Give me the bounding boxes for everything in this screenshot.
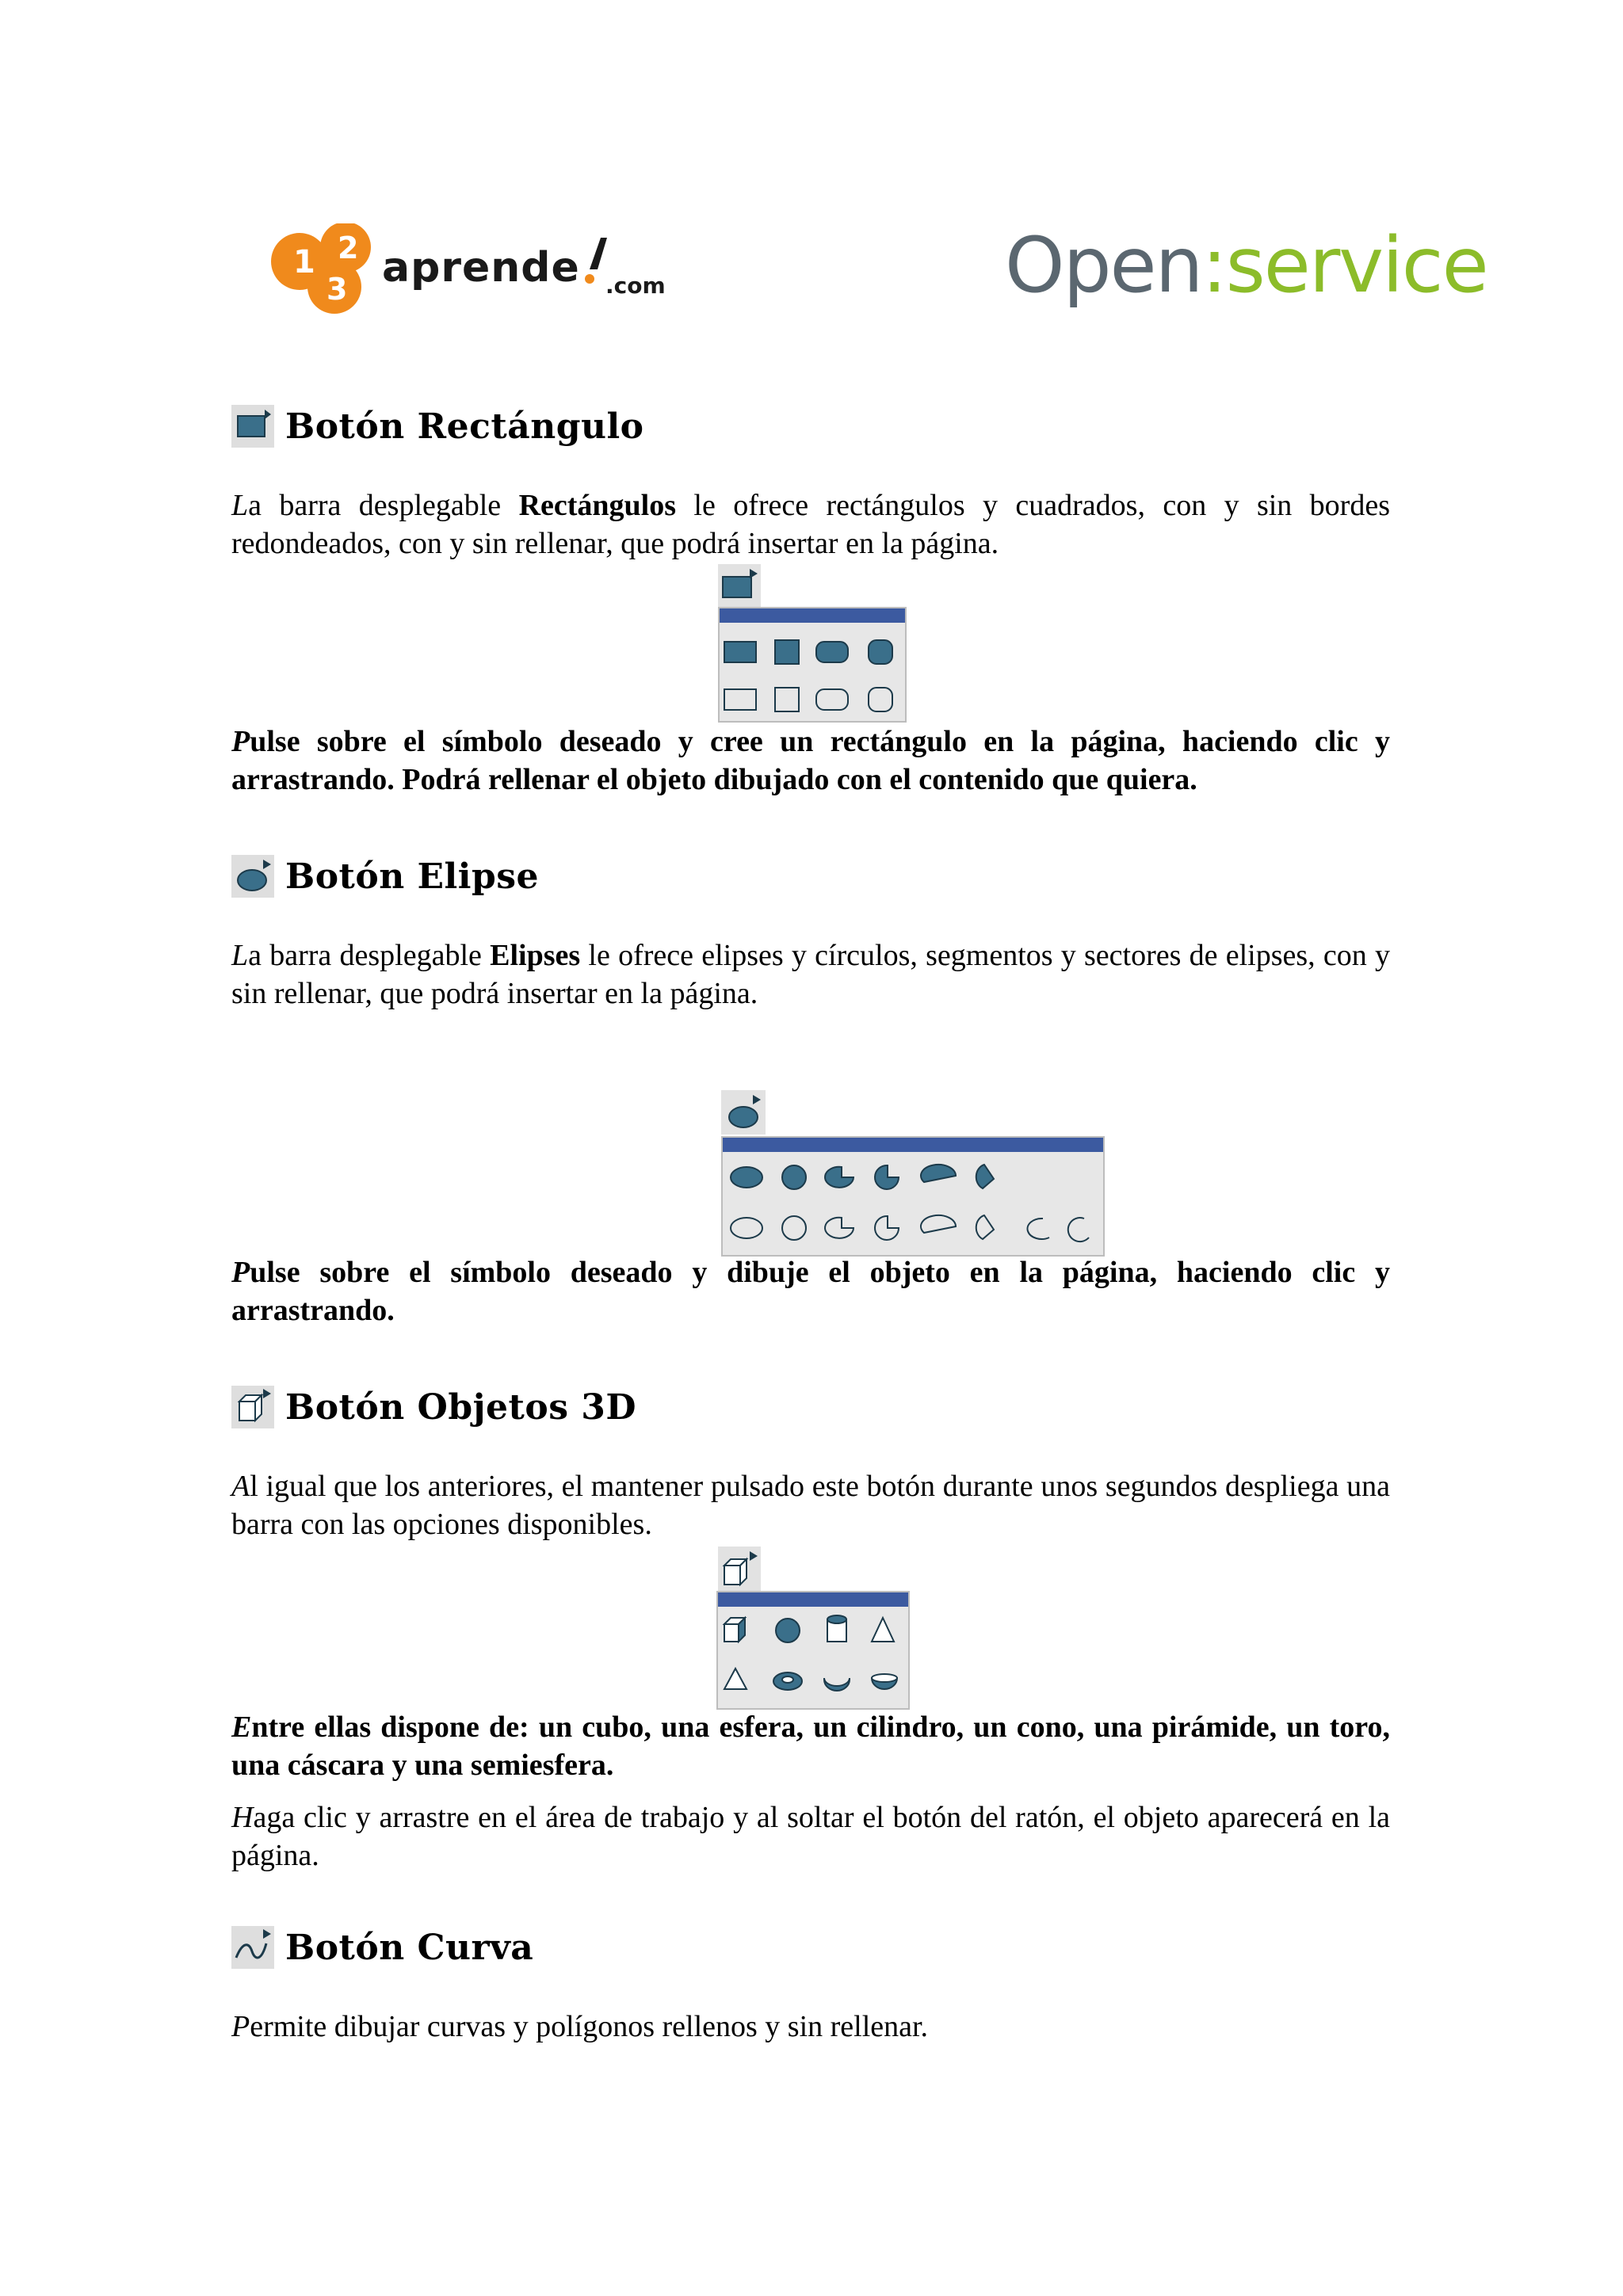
aprende-logo [269, 223, 682, 318]
cube-icon [724, 1618, 745, 1642]
3d-shape-options[interactable] [718, 1607, 908, 1708]
shell-icon [824, 1678, 850, 1691]
filled-rectangle-icon [724, 642, 756, 662]
ellipse-toolbar-button-icon[interactable] [721, 1090, 766, 1135]
rectangle-tool-icon [231, 405, 274, 448]
3d-extra: Haga clic y arrastre en el área de trabajo y al soltar el botón del ratón, el objeto aparecerá en la página. [231, 1801, 1390, 1872]
ellipse-instruction: Pulse sobre el símbolo deseado y dibuje el objeto en la página, haciendo clic y arrastrando. [231, 1256, 1390, 1327]
square-outline-icon [775, 688, 799, 711]
section-heading-rectangle [231, 402, 644, 450]
rectangle-intro: La barra desplegable Rectángulos le ofrece rectángulos y cuadrados, con y sin bordes redondeados, con y sin rellenar, que podrá insertar en la página. [231, 489, 1390, 560]
rectangle-instruction: Pulse sobre el símbolo deseado y cree un rectángulo en la página, haciendo clic y arrastrando. Podrá rellenar el objeto dibujado con el contenido que quiera. [231, 725, 1390, 796]
filled-circle-segment-icon [976, 1165, 994, 1188]
aprende-com: .com [605, 273, 666, 299]
badge-digit-3: 3 [327, 272, 348, 307]
curve-intro: Permite dibujar curvas y polígonos rellenos y sin rellenar. [231, 2010, 929, 2043]
cone-icon [872, 1618, 894, 1642]
section-heading-curve [231, 1924, 533, 1971]
logo-service-text: service [1225, 221, 1487, 310]
ellipse-outline-icon [731, 1218, 762, 1238]
section-title: Botón Objetos 3D [285, 1386, 637, 1428]
filled-rounded-square-icon [869, 640, 892, 664]
ellipse-segment-outline-icon [921, 1215, 956, 1233]
pyramid-icon [724, 1669, 747, 1689]
curve-tool-icon [231, 1926, 274, 1969]
circle-sector-outline-icon [875, 1216, 899, 1240]
filled-ellipse-sector-icon [825, 1167, 854, 1188]
openservice-logo [1005, 221, 1487, 310]
logo-open-text: Open [1005, 221, 1202, 310]
filled-rounded-rectangle-icon [816, 642, 848, 662]
ellipse-toolbar[interactable] [721, 1136, 1105, 1257]
filled-circle-sector-icon [875, 1165, 899, 1189]
badge-digit-2: 2 [338, 231, 359, 265]
section-title: Botón Rectángulo [285, 406, 644, 447]
rounded-rectangle-outline-icon [816, 689, 848, 710]
ellipse-sector-outline-icon [825, 1218, 854, 1238]
torus-icon [773, 1672, 802, 1690]
filled-square-icon [775, 640, 799, 664]
ellipse-tool-icon [231, 855, 274, 898]
circle-outline-icon [782, 1216, 806, 1240]
section-heading-ellipse [231, 852, 539, 900]
logo-colon: : [1201, 221, 1226, 310]
3d-toolbar-button-icon[interactable] [718, 1547, 761, 1591]
circle-arc-icon [1068, 1218, 1089, 1241]
rectangle-toolbar-button-icon[interactable] [718, 564, 761, 607]
filled-ellipse-icon [731, 1167, 762, 1188]
filled-ellipse-segment-icon [921, 1165, 956, 1182]
badge-digit-1: 1 [293, 244, 315, 280]
circle-segment-outline-icon [976, 1215, 994, 1239]
rectangle-outline-icon [724, 689, 756, 710]
aprende-wordmark: aprende [382, 244, 580, 292]
rectangle-toolbar[interactable] [718, 607, 907, 723]
3d-instruction: Entre ellas dispone de: un cubo, una esfera, un cilindro, un cono, una pirámide, un toro, una cáscara y una semiesfera. [231, 1711, 1390, 1782]
rectangle-shape-options[interactable] [720, 623, 905, 721]
sphere-icon [776, 1619, 800, 1642]
section-title: Botón Curva [285, 1927, 534, 1968]
ellipse-arc-icon [1028, 1219, 1049, 1239]
3d-intro: Al igual que los anteriores, el mantener pulsado este botón durante unos segundos despliega una barra con las opciones disponibles. [231, 1470, 1390, 1541]
ellipse-intro: La barra desplegable Elipses le ofrece elipses y círculos, segmentos y sectores de elipses, con y sin rellenar, que podrá insertar en la página. [231, 939, 1390, 1010]
aprende-logo-badge [269, 223, 380, 318]
3d-toolbar[interactable] [716, 1591, 910, 1710]
rounded-square-outline-icon [869, 688, 892, 711]
section-heading-3d [231, 1383, 636, 1431]
filled-circle-icon [782, 1165, 806, 1189]
section-title: Botón Elipse [285, 856, 540, 897]
3d-objects-tool-icon [231, 1386, 274, 1428]
cylinder-icon [827, 1615, 846, 1642]
ellipse-shape-options[interactable] [723, 1152, 1103, 1255]
